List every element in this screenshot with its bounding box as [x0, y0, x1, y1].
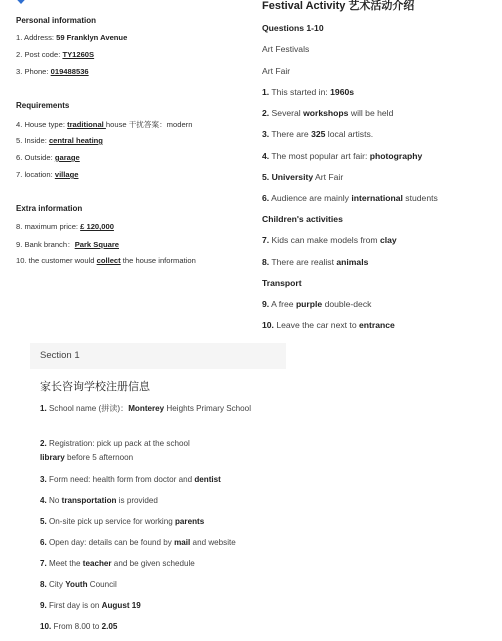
section-label: Section 1	[40, 350, 80, 361]
question-6: 6. Audience are mainly international students	[262, 193, 438, 203]
section-label-box	[30, 343, 286, 369]
bank-branch-line: 9. Bank branch：Park Square	[16, 240, 120, 249]
question-1: 1. This started in: 1960s	[262, 87, 355, 97]
art-fair-label: Art Fair	[262, 66, 291, 76]
question-10: 10. Leave the car next to entrance	[262, 320, 395, 330]
requirements-heading: Requirements	[16, 101, 70, 110]
personal-info-heading: Personal information	[16, 16, 97, 25]
question-5: 5. University Art Fair	[262, 172, 344, 182]
item-6: 6. Open day: details can be found by mail and website	[40, 538, 236, 547]
logo-icon	[6, 0, 36, 6]
collect-line: 10. the customer would collect the house information	[16, 256, 196, 265]
question-2: 2. Several workshops will be held	[262, 108, 394, 118]
max-price-line: 8. maximum price: £ 120,000	[16, 222, 114, 231]
festival-title: Festival Activity 艺术活动介绍	[262, 0, 415, 12]
question-4: 4. The most popular art fair: photography	[262, 151, 423, 161]
questions-heading: Questions 1-10	[262, 23, 324, 33]
item-9: 9. First day is on August 19	[40, 601, 141, 610]
item-10: 10. From 8.00 to 2.05	[40, 622, 118, 631]
school-section-title: 家长咨询学校注册信息	[40, 381, 150, 393]
outside-line: 6. Outside: garage	[16, 153, 80, 162]
postcode-line: 2. Post code: TY1260S	[16, 50, 95, 59]
address-line: 1. Address: 59 Franklyn Avenue	[16, 33, 128, 42]
question-9: 9. A free purple double-deck	[262, 299, 372, 309]
question-8: 8. There are realist animals	[262, 257, 369, 267]
item-5: 5. On-site pick up service for working parents	[40, 517, 205, 526]
art-festivals-label: Art Festivals	[262, 44, 310, 54]
item-1: 1. School name (拼读)：Monterey Heights Primary School	[40, 404, 251, 413]
house-type-line: 4. House type: traditional house 干扰答案：modern	[16, 120, 193, 129]
question-3: 3. There are 325 local artists.	[262, 129, 374, 139]
extra-info-heading: Extra information	[16, 204, 83, 213]
transport-heading: Transport	[262, 278, 302, 288]
location-line: 7. location: village	[16, 170, 79, 179]
phone-line: 3. Phone: 019488536	[16, 67, 89, 76]
inside-line: 5. Inside: central heating	[16, 136, 103, 145]
item-3: 3. Form need: health form from doctor and dentist	[40, 475, 221, 484]
item-8: 8. City Youth Council	[40, 580, 117, 589]
children-heading: Children's activities	[262, 214, 343, 224]
question-7: 7. Kids can make models from clay	[262, 235, 397, 245]
item-4: 4. No transportation is provided	[40, 496, 158, 505]
item-7: 7. Meet the teacher and be given schedule	[40, 559, 195, 568]
item-2: 2. Registration: pick up pack at the school library before 5 afternoon	[40, 439, 190, 462]
